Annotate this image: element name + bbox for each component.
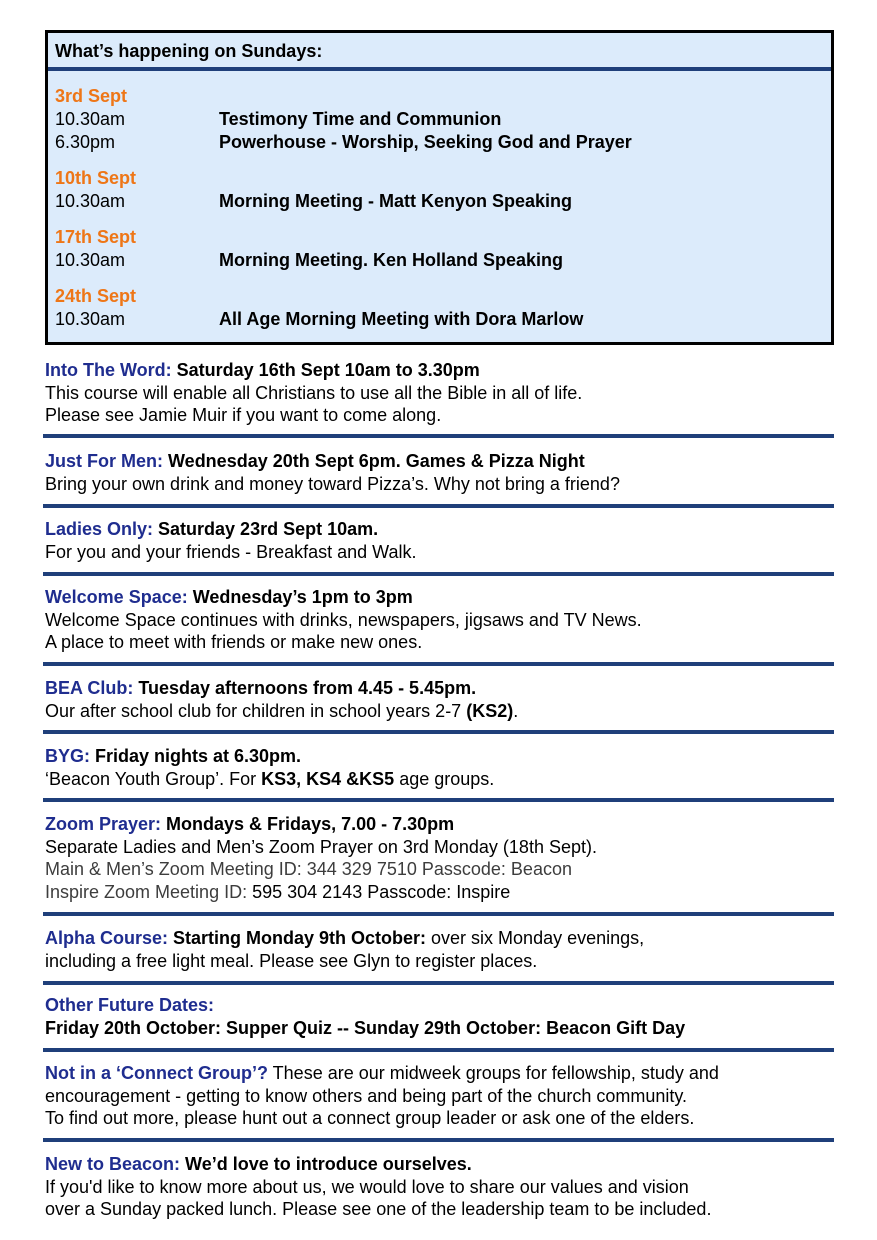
event-description: Testimony Time and Communion [219, 109, 502, 129]
sunday-event [55, 308, 831, 331]
notice-text [45, 768, 835, 791]
notice-label: Zoom Prayer: [45, 814, 162, 834]
text-part: over six Monday evenings, [426, 928, 645, 948]
notice-headline: Wednesday’s 1pm to 3pm [187, 587, 413, 607]
key-stage: KS3, KS4 &KS5 [261, 768, 395, 789]
notice-text [45, 700, 835, 723]
notice-label: BEA Club: [45, 678, 134, 698]
notice-headline: Saturday 16th Sept 10am to 3.30pm [171, 360, 480, 380]
notice-text: A place to meet with friends or make new ones. [45, 632, 423, 652]
notice-label: BYG: [45, 746, 90, 766]
zoom-meeting-inspire [45, 881, 835, 904]
notice-text: including a free light meal. Please see Glyn to register places. [45, 950, 538, 971]
notice-label: Welcome Space: [45, 587, 188, 607]
notice-alpha-course [45, 927, 835, 972]
notice-text: If you'd like to know more about us, we would love to share our values and vision [45, 1176, 689, 1197]
notice-zoom-prayer [45, 813, 835, 903]
notice-headline: Friday nights at 6.30pm. [90, 746, 302, 766]
notice-headline: Starting Monday 9th October: [168, 928, 427, 948]
zoom-meeting-main: Main & Men’s Zoom Meeting ID: 344 329 7510 Passcode: Beacon [45, 859, 572, 879]
text-part: . [513, 700, 519, 721]
event-description: Powerhouse - Worship, Seeking God and Prayer [219, 132, 632, 152]
sunday-schedule [48, 71, 831, 331]
event-time: 6.30pm [55, 132, 116, 152]
text-part: 595 304 2143 Passcode: Inspire [252, 881, 511, 902]
sunday-heading: What’s happening on Sundays: [48, 33, 831, 71]
notice-label: Alpha Course: [45, 928, 169, 948]
sunday-date: 3rd Sept [55, 86, 128, 106]
sunday-event [55, 249, 831, 272]
section-divider [43, 662, 834, 666]
section-divider [43, 1048, 834, 1052]
section-divider [43, 798, 834, 802]
section-divider [43, 981, 834, 985]
section-divider [43, 912, 834, 916]
notice-headline: We’d love to introduce ourselves. [180, 1154, 472, 1174]
notice-headline: Wednesday 20th Sept 6pm. Games & Pizza Night [163, 451, 585, 471]
notice-headline: Friday 20th October: Supper Quiz -- Sunday 29th October: Beacon Gift Day [45, 1017, 686, 1038]
notice-text: For you and your friends - Breakfast and Walk. [45, 541, 417, 562]
event-description: Morning Meeting - Matt Kenyon Speaking [219, 191, 573, 211]
notice-just-for-men [45, 450, 835, 495]
notice-headline: Mondays & Fridays, 7.00 - 7.30pm [161, 814, 455, 834]
section-divider [43, 572, 834, 576]
section-divider [43, 504, 834, 508]
notice-label: Ladies Only: [45, 519, 154, 539]
notice-byg [45, 745, 835, 790]
notice-ladies-only [45, 518, 835, 563]
notice-label: Other Future Dates: [45, 995, 215, 1015]
event-description: Morning Meeting. Ken Holland Speaking [219, 250, 564, 270]
event-time: 10.30am [55, 191, 126, 211]
notice-label: Into The Word: [45, 360, 172, 380]
notice-connect-group [45, 1062, 835, 1130]
notice-label: Not in a ‘Connect Group’? [45, 1063, 268, 1083]
sunday-date: 24th Sept [55, 286, 137, 306]
section-divider [43, 1138, 834, 1142]
notice-other-future-dates [45, 994, 835, 1039]
notice-label: Just For Men: [45, 451, 164, 471]
text-part: These are our midweek groups for fellowship, study and [268, 1063, 719, 1083]
text-part: Our after school club for children in school years 2-7 [45, 700, 467, 721]
section-divider [43, 434, 834, 438]
section-divider [43, 730, 834, 734]
sunday-event [55, 131, 831, 154]
notice-headline: Saturday 23rd Sept 10am. [153, 519, 379, 539]
sunday-date: 17th Sept [55, 227, 137, 247]
sunday-event [55, 190, 831, 213]
notice-text: over a Sunday packed lunch. Please see one of the leadership team to be included. [45, 1199, 712, 1219]
notice-bea-club [45, 677, 835, 722]
sunday-event [55, 108, 831, 131]
text-part: Inspire Zoom Meeting ID: [45, 881, 253, 902]
event-description: All Age Morning Meeting with Dora Marlow [219, 309, 584, 329]
notice-text: Bring your own drink and money toward Pizza’s. Why not bring a friend? [45, 473, 620, 494]
notice-welcome-space [45, 586, 835, 654]
key-stage: (KS2) [466, 700, 514, 721]
text-part: age groups. [394, 768, 495, 789]
notice-text: To find out more, please hunt out a connect group leader or ask one of the elders. [45, 1108, 695, 1128]
sunday-schedule-box [45, 30, 834, 345]
notice-text: encouragement - getting to know others and being part of the church community. [45, 1085, 688, 1106]
event-time: 10.30am [55, 250, 126, 270]
notice-text: Welcome Space continues with drinks, newspapers, jigsaws and TV News. [45, 609, 642, 630]
notice-new-to-beacon [45, 1153, 835, 1221]
notice-headline: Tuesday afternoons from 4.45 - 5.45pm. [133, 678, 477, 698]
event-time: 10.30am [55, 109, 126, 129]
notice-text: Separate Ladies and Men’s Zoom Prayer on 3rd Monday (18th Sept). [45, 836, 597, 857]
event-time: 10.30am [55, 309, 126, 329]
notice-into-the-word [45, 359, 835, 427]
notice-label: New to Beacon: [45, 1154, 181, 1174]
notice-text: This course will enable all Christians to use all the Bible in all of life. [45, 382, 583, 403]
sunday-date: 10th Sept [55, 168, 137, 188]
notice-text: Please see Jamie Muir if you want to come along. [45, 405, 442, 425]
text-part: ‘Beacon Youth Group’. For [45, 768, 262, 789]
